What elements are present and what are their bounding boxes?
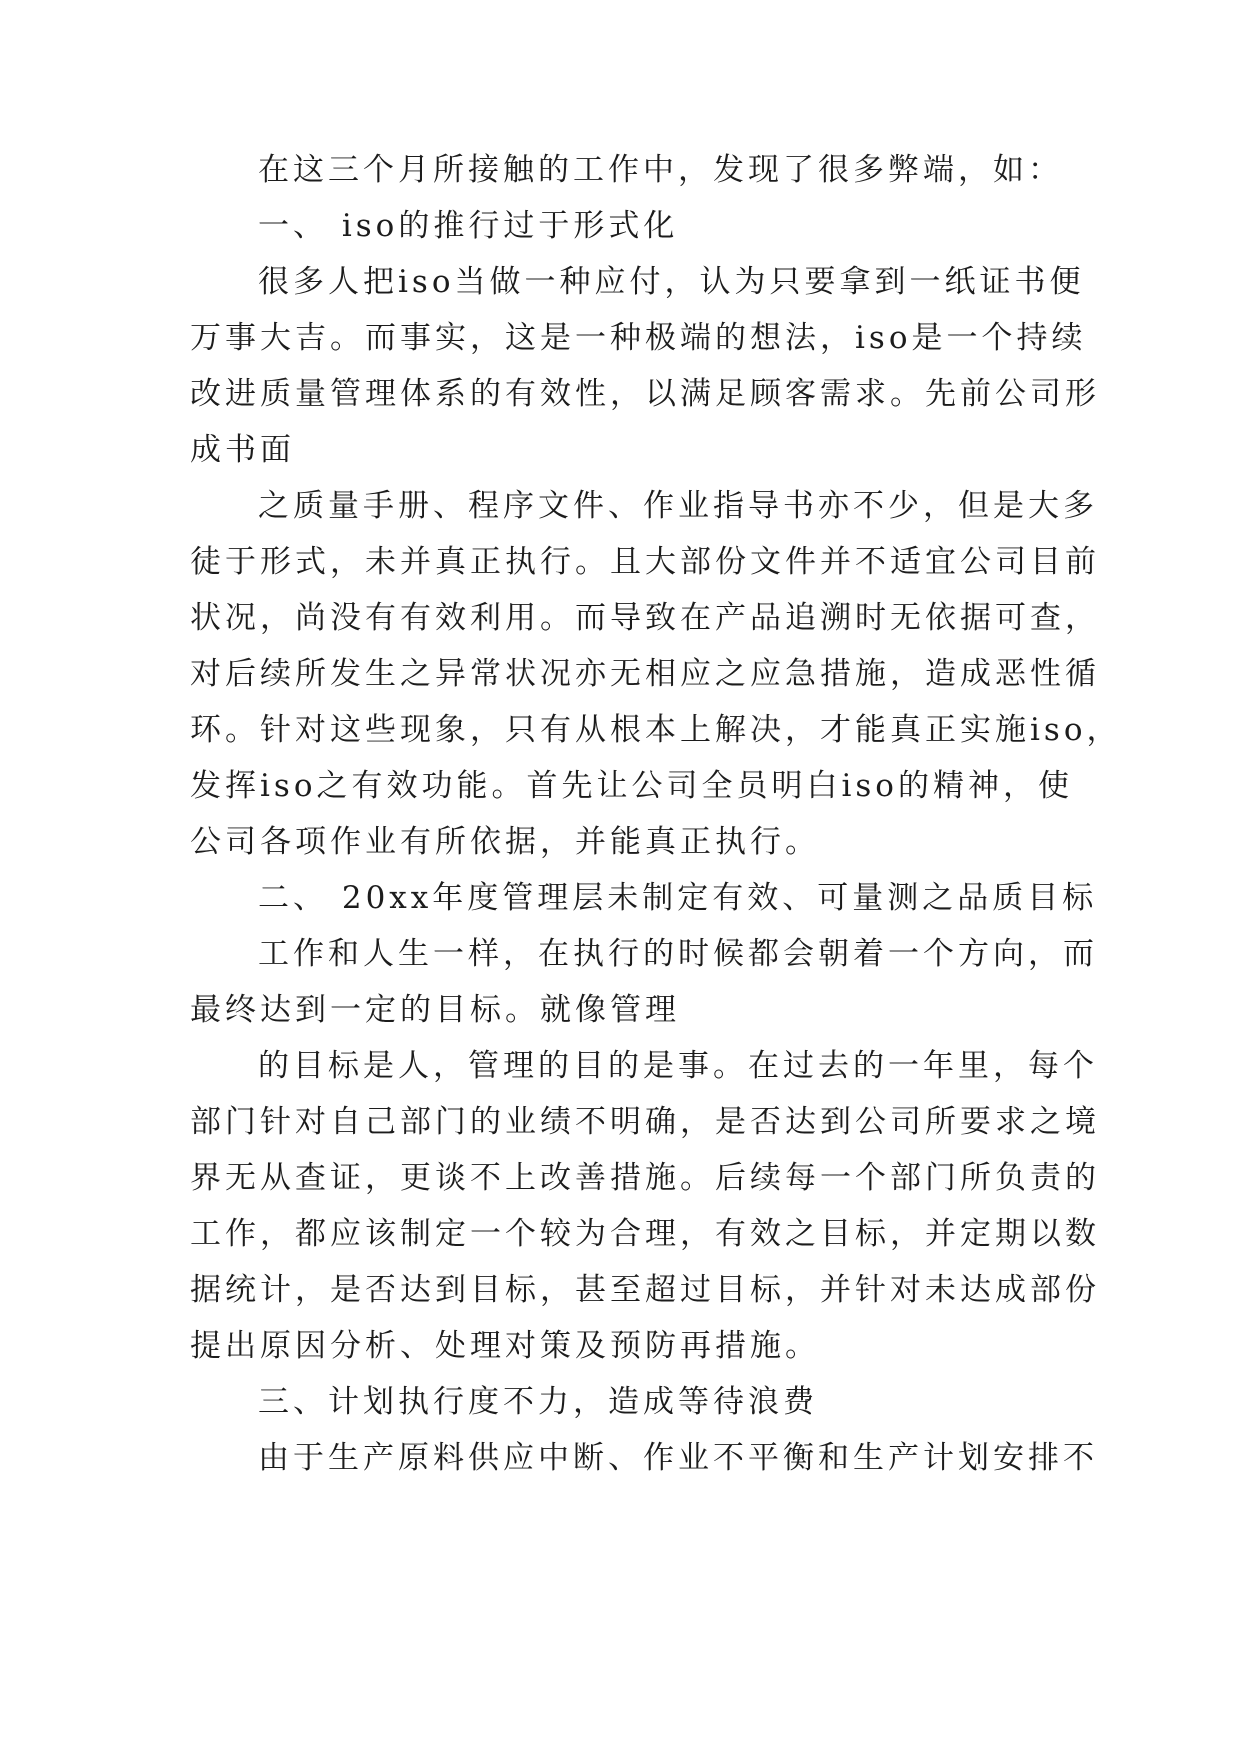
paragraph-line: 对后续所发生之异常状况亦无相应之应急措施，造成恶性循 (190, 656, 1100, 692)
paragraph-line: 据统计，是否达到目标，甚至超过目标，并针对未达成部份 (190, 1272, 1100, 1308)
paragraph-line: 改进质量管理体系的有效性，以满足顾客需求。先前公司形 (190, 376, 1100, 412)
section-heading: 三、计划执行度不力，造成等待浪费 (258, 1384, 818, 1420)
paragraph-line: 在这三个月所接触的工作中，发现了很多弊端，如： (258, 152, 1063, 188)
paragraph-line: 万事大吉。而事实，这是一种极端的想法，iso是一个持续 (190, 320, 1087, 356)
paragraph-line: 徒于形式，未并真正执行。且大部份文件并不适宜公司目前 (190, 544, 1100, 580)
paragraph-line: 发挥iso之有效功能。首先让公司全员明白iso的精神，使 (190, 768, 1073, 804)
paragraph-line: 之质量手册、程序文件、作业指导书亦不少，但是大多 (258, 488, 1098, 524)
paragraph-line: 环。针对这些现象，只有从根本上解决，才能真正实施iso， (190, 712, 1122, 748)
section-heading: 二、 20xx年度管理层未制定有效、可量测之品质目标 (258, 880, 1098, 916)
section-heading: 一、 iso的推行过于形式化 (258, 208, 679, 244)
paragraph-line: 很多人把iso当做一种应付，认为只要拿到一纸证书便 (258, 264, 1085, 300)
paragraph-line: 工作，都应该制定一个较为合理，有效之目标，并定期以数 (190, 1216, 1100, 1252)
paragraph-line: 成书面 (190, 432, 295, 468)
paragraph-line: 工作和人生一样，在执行的时候都会朝着一个方向，而 (258, 936, 1098, 972)
paragraph-line: 最终达到一定的目标。就像管理 (190, 992, 680, 1028)
paragraph-line: 由于生产原料供应中断、作业不平衡和生产计划安排不 (258, 1440, 1098, 1476)
paragraph-line: 提出原因分析、处理对策及预防再措施。 (190, 1328, 820, 1364)
paragraph-line: 的目标是人，管理的目的是事。在过去的一年里，每个 (258, 1048, 1098, 1084)
paragraph-line: 状况，尚没有有效利用。而导致在产品追溯时无依据可查， (190, 600, 1100, 636)
paragraph-line: 部门针对自己部门的业绩不明确，是否达到公司所要求之境 (190, 1104, 1100, 1140)
paragraph-line: 界无从查证，更谈不上改善措施。后续每一个部门所负责的 (190, 1160, 1100, 1196)
paragraph-line: 公司各项作业有所依据，并能真正执行。 (190, 824, 820, 860)
